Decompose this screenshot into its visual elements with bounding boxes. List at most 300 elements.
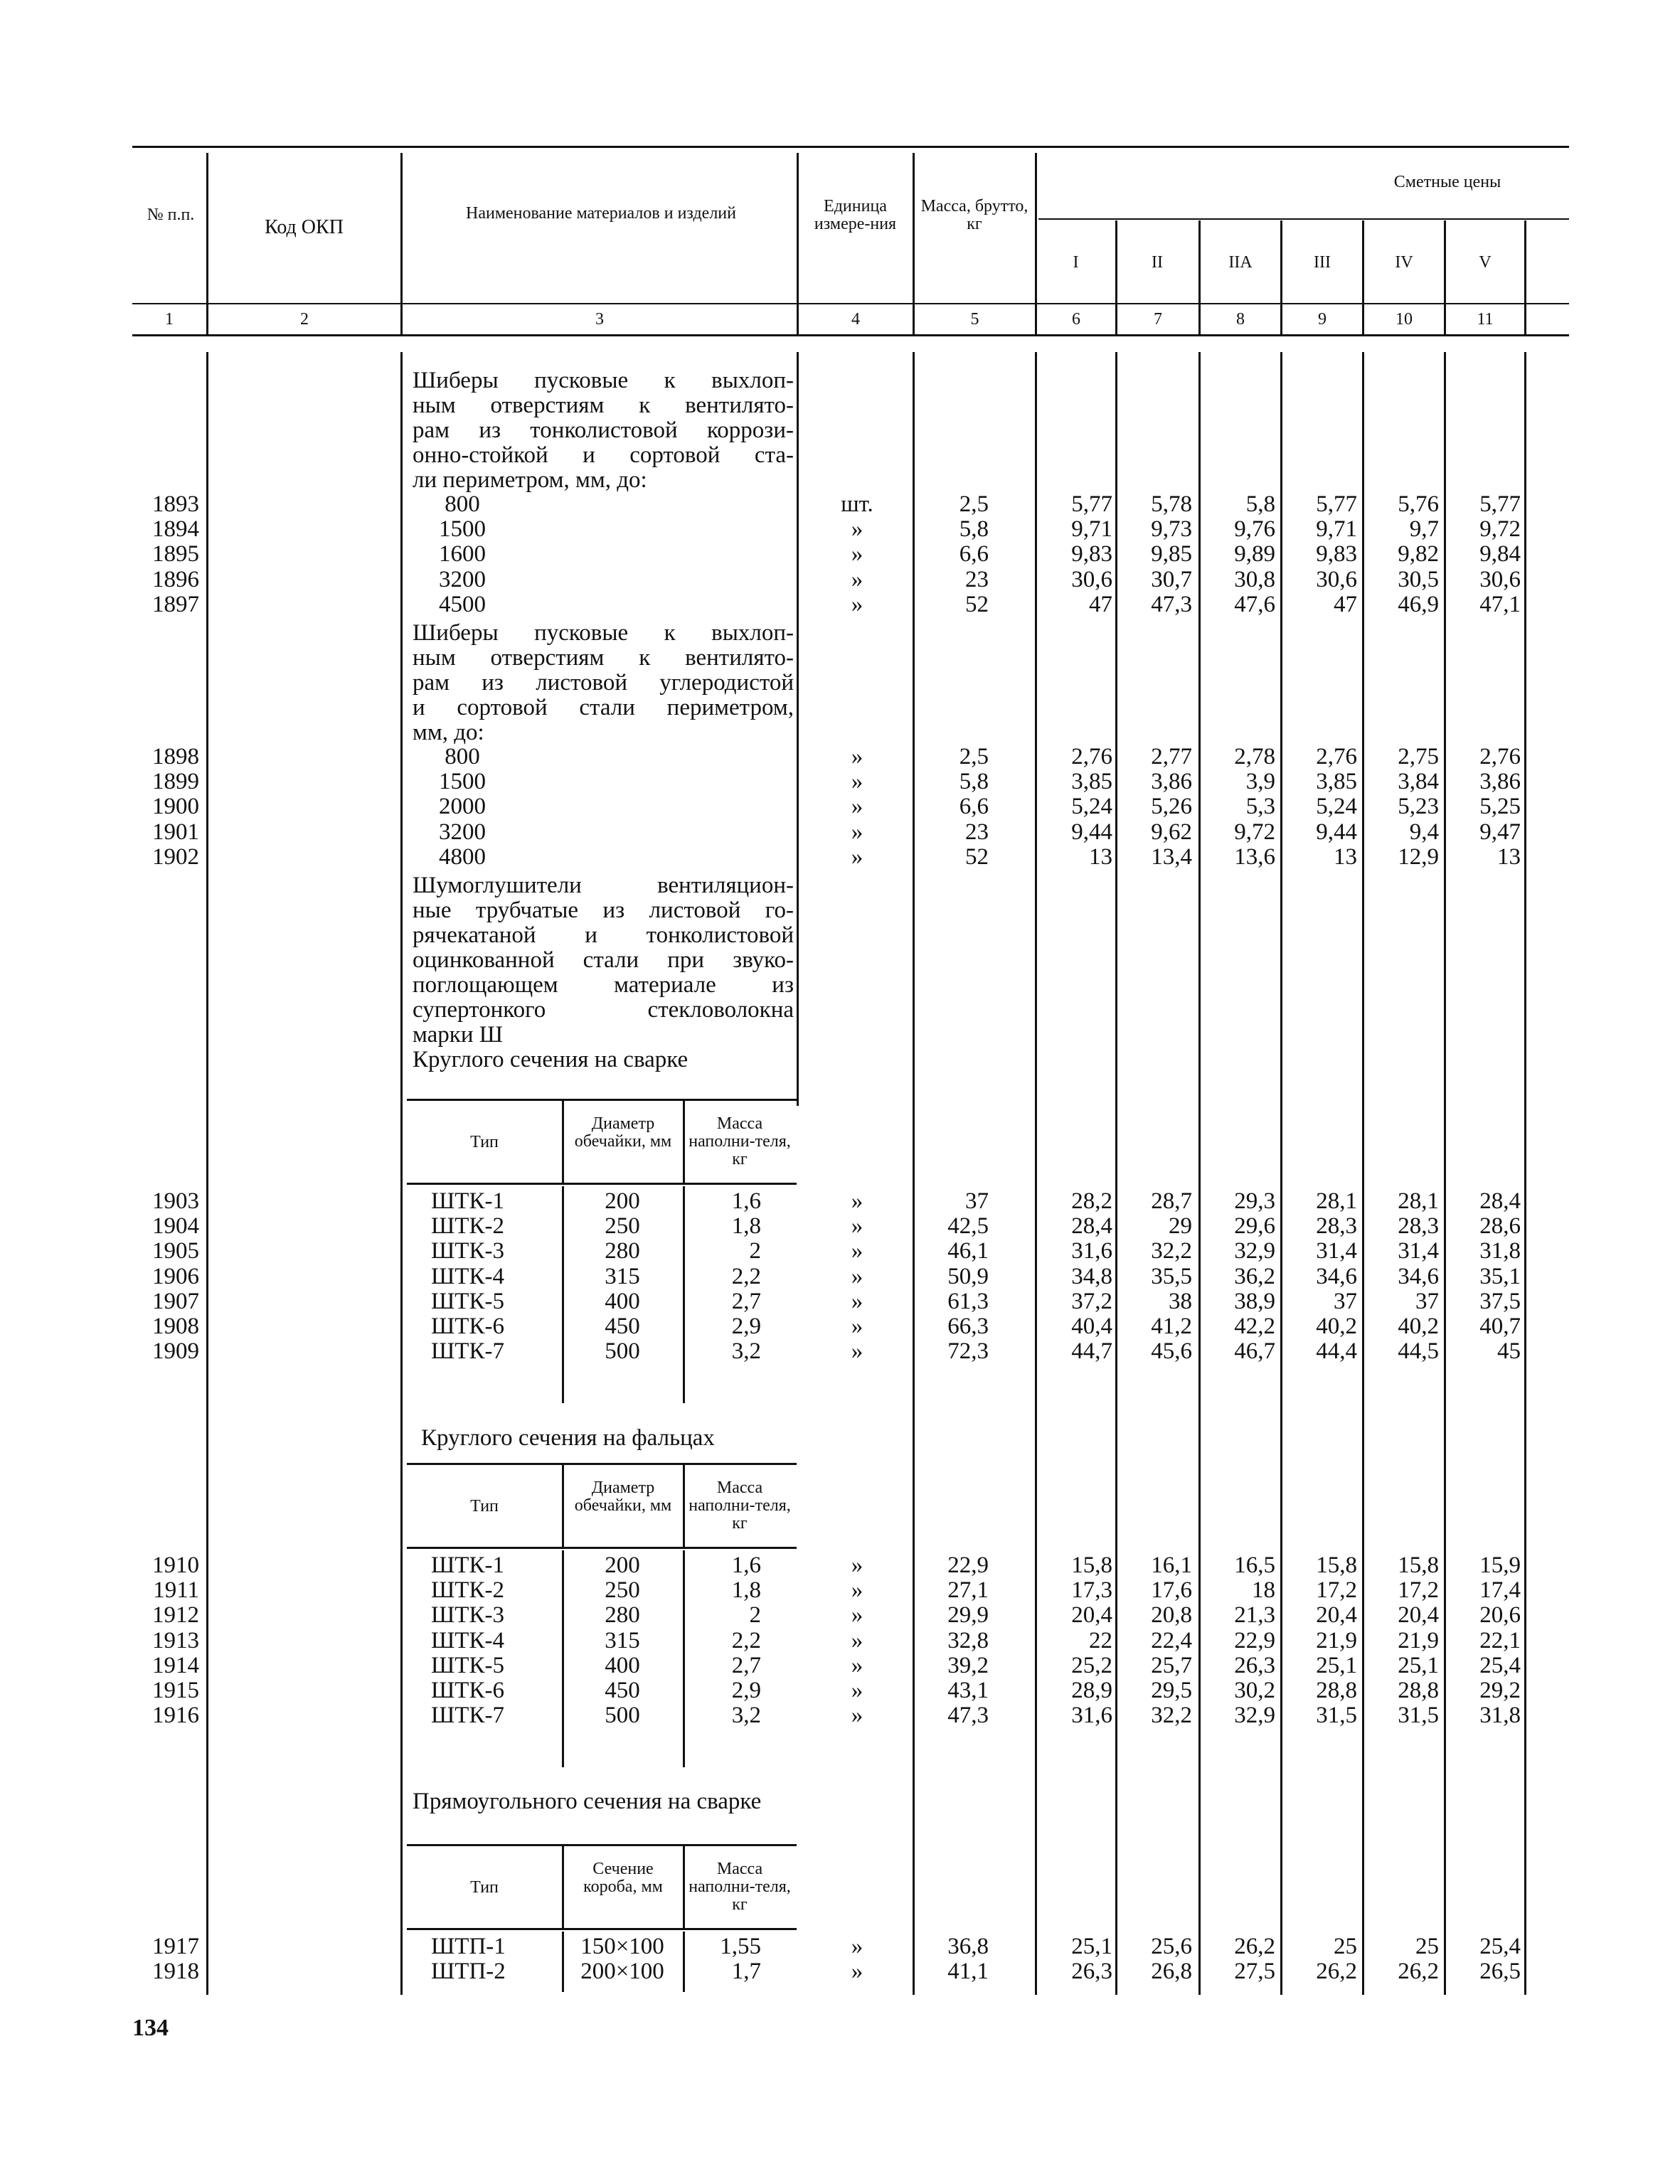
desc-line: мм, до: xyxy=(413,720,484,745)
colnum-4: 4 xyxy=(851,310,860,329)
row-number: 1895 xyxy=(152,541,199,567)
mass-value: 47,3 xyxy=(947,1703,989,1728)
price-zone-3: 9,89 xyxy=(1234,541,1275,567)
mass-value: 5,8 xyxy=(959,516,989,542)
desc-line: Шиберы пусковые к выхлоп- xyxy=(413,368,794,393)
dim-value: 400 xyxy=(605,1653,640,1678)
size-value: 1500 xyxy=(439,516,486,542)
subheader-mass: Масса наполни-теля, кг xyxy=(689,1114,791,1169)
price-zone-1: 17,3 xyxy=(1071,1577,1112,1603)
row-number: 1903 xyxy=(152,1188,199,1214)
body-divider xyxy=(1362,352,1364,1995)
unit-value: » xyxy=(851,1213,863,1239)
body-divider xyxy=(913,352,915,1995)
price-zone-6: 40,7 xyxy=(1479,1314,1521,1339)
unit-value: » xyxy=(851,1577,863,1603)
mass-value: 6,6 xyxy=(959,794,989,819)
unit-value: » xyxy=(851,794,863,819)
fill-value: 2,7 xyxy=(731,1653,761,1678)
unit-value: » xyxy=(851,1289,863,1314)
price-zone-5: 12,9 xyxy=(1398,844,1439,870)
mass-value: 61,3 xyxy=(947,1289,989,1314)
price-zone-3: 13,6 xyxy=(1234,844,1275,870)
price-zone-5: 25 xyxy=(1415,1934,1439,1959)
price-zone-4: 25,1 xyxy=(1316,1653,1357,1678)
subheader-rule xyxy=(407,1928,797,1930)
price-zone-3: 9,76 xyxy=(1234,516,1275,542)
price-zone-3: 42,2 xyxy=(1234,1314,1275,1339)
dim-value: 200 xyxy=(605,1552,640,1578)
price-zone-1: 40,4 xyxy=(1071,1314,1112,1339)
price-zone-6: 45 xyxy=(1497,1338,1521,1364)
mass-value: 46,1 xyxy=(947,1238,989,1264)
price-zone-4: 44,4 xyxy=(1316,1338,1357,1364)
mass-value: 72,3 xyxy=(947,1338,989,1364)
header-col1: № п.п. xyxy=(147,206,195,224)
price-zone-3: 29,3 xyxy=(1234,1188,1275,1214)
price-zone-1: 44,7 xyxy=(1071,1338,1112,1364)
mass-value: 6,6 xyxy=(959,541,989,567)
header-prices: Сметные цены xyxy=(1393,173,1501,191)
row-number: 1912 xyxy=(152,1602,199,1628)
group2-description xyxy=(413,621,794,745)
unit-value: » xyxy=(851,1238,863,1264)
price-zone-5: 9,82 xyxy=(1398,541,1439,567)
colnum-9: 9 xyxy=(1318,310,1327,329)
price-zone-6: 25,4 xyxy=(1479,1653,1521,1678)
price-zone-3: 3,9 xyxy=(1245,769,1275,794)
fill-value: 2,2 xyxy=(731,1628,761,1653)
subsection-title: Круглого сечения на фальцах xyxy=(421,1425,715,1451)
unit-value: » xyxy=(851,516,863,542)
fill-value: 3,2 xyxy=(731,1338,761,1364)
price-zone-3: 26,2 xyxy=(1234,1934,1275,1959)
subheader-divider xyxy=(562,1846,564,1928)
row-number: 1915 xyxy=(152,1678,199,1703)
header-divider xyxy=(1524,220,1526,334)
price-zone-3: 21,3 xyxy=(1234,1602,1275,1628)
price-zone-6: 29,2 xyxy=(1479,1678,1521,1703)
body-divider xyxy=(1280,352,1282,1995)
price-zone-5: 28,8 xyxy=(1398,1678,1439,1703)
price-zone-4: 28,8 xyxy=(1316,1678,1357,1703)
fill-value: 1,8 xyxy=(731,1213,761,1239)
subheader-divider xyxy=(683,1465,685,1547)
desc-line: Шиберы пусковые к выхлоп- xyxy=(413,620,794,646)
price-zone-5: 9,4 xyxy=(1409,819,1439,845)
price-zone-1: 2,76 xyxy=(1071,744,1112,769)
header-top-rule xyxy=(132,146,1569,148)
price-zone-4: 30,6 xyxy=(1316,567,1357,592)
header-col2: Код ОКП xyxy=(265,216,344,238)
price-zone-6: 2,76 xyxy=(1479,744,1521,769)
price-zone-1: 30,6 xyxy=(1071,567,1112,592)
mass-value: 39,2 xyxy=(947,1653,989,1678)
price-zone-5: 46,9 xyxy=(1398,592,1439,617)
price-zone-6: 35,1 xyxy=(1479,1264,1521,1289)
dim-value: 280 xyxy=(605,1602,640,1628)
mass-value: 2,5 xyxy=(959,744,989,769)
row-number: 1907 xyxy=(152,1289,199,1314)
price-zone-5: 31,4 xyxy=(1398,1238,1439,1264)
price-zone-1: 28,2 xyxy=(1071,1188,1112,1214)
price-zone-3: 27,5 xyxy=(1234,1959,1275,1984)
header-divider xyxy=(1035,153,1037,334)
row-number: 1918 xyxy=(152,1959,199,1984)
header-col4: Единица измере-ния xyxy=(814,197,897,234)
price-zone-4: 9,83 xyxy=(1316,541,1357,567)
subheader-type: Тип xyxy=(470,1497,499,1516)
body-divider xyxy=(400,352,403,1995)
colnum-6: 6 xyxy=(1072,310,1080,329)
row-number: 1909 xyxy=(152,1338,199,1364)
dim-value: 250 xyxy=(605,1213,640,1239)
type-value: ШТК-3 xyxy=(431,1602,504,1628)
price-zone-6: 28,4 xyxy=(1479,1188,1521,1214)
unit-value: » xyxy=(851,1314,863,1339)
mass-value: 32,8 xyxy=(947,1628,989,1653)
column-numbers-rule xyxy=(132,334,1569,336)
price-zone-6: 30,6 xyxy=(1479,567,1521,592)
colnum-5: 5 xyxy=(970,310,979,329)
subheader-rule xyxy=(407,1183,797,1185)
row-number: 1913 xyxy=(152,1628,199,1653)
body-divider xyxy=(1035,352,1037,1995)
price-zone-4: 5,77 xyxy=(1316,491,1357,517)
desc-line: рячекатаной и тонколистовой xyxy=(413,922,794,948)
dim-value: 315 xyxy=(605,1264,640,1289)
dim-value: 400 xyxy=(605,1289,640,1314)
price-zone-4: 28,3 xyxy=(1316,1213,1357,1239)
size-value: 1500 xyxy=(439,769,486,794)
dim-value: 280 xyxy=(605,1238,640,1264)
price-zone-5: 30,5 xyxy=(1398,567,1439,592)
header-col5: Масса, брутто, кг xyxy=(920,197,1028,234)
price-zone-5: 37 xyxy=(1415,1289,1439,1314)
mass-value: 50,9 xyxy=(947,1264,989,1289)
price-zone-6: 5,77 xyxy=(1479,491,1521,517)
subtable-divider xyxy=(683,1932,685,1992)
price-zone-5: 28,3 xyxy=(1398,1213,1439,1239)
fill-value: 1,55 xyxy=(720,1934,761,1959)
price-zone-6: 47,1 xyxy=(1479,592,1521,617)
price-zone-4: 2,76 xyxy=(1316,744,1357,769)
subtable-divider xyxy=(562,1932,564,1992)
unit-value: » xyxy=(851,844,863,870)
price-zone-2: 16,1 xyxy=(1151,1552,1192,1578)
price-zone-3: 5,8 xyxy=(1245,491,1275,517)
type-value: ШТК-6 xyxy=(431,1678,504,1703)
row-number: 1916 xyxy=(152,1703,199,1728)
price-zone-1: 28,4 xyxy=(1071,1213,1112,1239)
price-zone-3: 38,9 xyxy=(1234,1289,1275,1314)
desc-line: и сортовой стали периметром, xyxy=(413,695,794,720)
dim-value: 250 xyxy=(605,1577,640,1603)
price-zone-2: 47,3 xyxy=(1151,592,1192,617)
mass-value: 22,9 xyxy=(947,1552,989,1578)
price-zone-1: 15,8 xyxy=(1071,1552,1112,1578)
group1-description xyxy=(413,368,794,493)
mass-value: 23 xyxy=(965,567,989,592)
price-zone-1: 34,8 xyxy=(1071,1264,1112,1289)
price-zone-4: 26,2 xyxy=(1316,1959,1357,1984)
price-zone-5: 5,23 xyxy=(1398,794,1439,819)
zone-IIA: IIA xyxy=(1228,253,1253,272)
fill-value: 2,7 xyxy=(731,1289,761,1314)
row-number: 1902 xyxy=(152,844,199,870)
dim-value: 500 xyxy=(605,1703,640,1728)
price-zone-5: 5,76 xyxy=(1398,491,1439,517)
price-zone-4: 28,1 xyxy=(1316,1188,1357,1214)
row-number: 1908 xyxy=(152,1314,199,1339)
desc-line: рам из тонколистовой коррози- xyxy=(413,417,794,443)
unit-value: » xyxy=(851,567,863,592)
type-value: ШТК-1 xyxy=(431,1552,504,1578)
unit-value: » xyxy=(851,819,863,845)
unit-value: » xyxy=(851,1264,863,1289)
colnum-10: 10 xyxy=(1395,310,1413,329)
price-zone-2: 22,4 xyxy=(1151,1628,1192,1653)
price-zone-2: 3,86 xyxy=(1151,769,1192,794)
price-zone-3: 18 xyxy=(1252,1577,1275,1603)
type-value: ШТК-4 xyxy=(431,1264,504,1289)
unit-value: » xyxy=(851,1703,863,1728)
price-zone-5: 9,7 xyxy=(1409,516,1439,542)
price-zone-2: 30,7 xyxy=(1151,567,1192,592)
header-divider xyxy=(913,153,915,334)
desc-line: онно-стойкой и сортовой ста- xyxy=(413,442,794,468)
subheader-type: Тип xyxy=(470,1133,499,1151)
unit-value: » xyxy=(851,1602,863,1628)
zone-IV: IV xyxy=(1395,253,1413,272)
price-zone-5: 40,2 xyxy=(1398,1314,1439,1339)
price-zone-1: 47 xyxy=(1089,592,1112,617)
colnum-11: 11 xyxy=(1477,310,1494,329)
subtable-divider xyxy=(562,1186,564,1403)
price-zone-2: 20,8 xyxy=(1151,1602,1192,1628)
price-zone-2: 29,5 xyxy=(1151,1678,1192,1703)
price-zone-4: 13 xyxy=(1334,844,1357,870)
price-zone-1: 13 xyxy=(1089,844,1112,870)
price-zone-4: 9,71 xyxy=(1316,516,1357,542)
price-zone-3: 9,72 xyxy=(1234,819,1275,845)
price-zone-1: 22 xyxy=(1089,1628,1112,1653)
subsection-title: Круглого сечения на сварке xyxy=(413,1047,689,1072)
subheader-dim: Сечение короба, мм xyxy=(583,1860,663,1897)
price-zone-5: 15,8 xyxy=(1398,1552,1439,1578)
desc-line: Шумоглушители вентиляцион- xyxy=(413,873,794,898)
type-value: ШТК-4 xyxy=(431,1628,504,1653)
dim-value: 150×100 xyxy=(580,1934,664,1959)
price-zone-2: 5,78 xyxy=(1151,491,1192,517)
mass-value: 42,5 xyxy=(947,1213,989,1239)
price-zone-4: 47 xyxy=(1334,592,1357,617)
subheader-divider xyxy=(562,1465,564,1547)
price-zone-1: 5,24 xyxy=(1071,794,1112,819)
unit-value: » xyxy=(851,1552,863,1578)
price-zone-2: 9,73 xyxy=(1151,516,1192,542)
type-value: ШТК-7 xyxy=(431,1703,504,1728)
subtable-divider xyxy=(683,1550,685,1767)
price-zone-2: 38 xyxy=(1169,1289,1192,1314)
mass-value: 29,9 xyxy=(947,1602,989,1628)
type-value: ШТК-5 xyxy=(431,1653,504,1678)
price-zone-1: 20,4 xyxy=(1071,1602,1112,1628)
subheader-type: Тип xyxy=(470,1878,499,1897)
price-zone-6: 13 xyxy=(1497,844,1521,870)
price-zone-1: 25,2 xyxy=(1071,1653,1112,1678)
row-number: 1893 xyxy=(152,491,199,517)
subheader-divider xyxy=(683,1101,685,1183)
price-zone-5: 44,5 xyxy=(1398,1338,1439,1364)
price-zone-4: 5,24 xyxy=(1316,794,1357,819)
price-zone-6: 9,47 xyxy=(1479,819,1521,845)
price-zone-3: 2,78 xyxy=(1234,744,1275,769)
price-zone-6: 26,5 xyxy=(1479,1959,1521,1984)
type-value: ШТК-7 xyxy=(431,1338,504,1364)
price-zone-2: 29 xyxy=(1169,1213,1192,1239)
body-divider xyxy=(797,352,799,1106)
price-zone-2: 26,8 xyxy=(1151,1959,1192,1984)
price-zone-1: 5,77 xyxy=(1071,491,1112,517)
type-value: ШТК-1 xyxy=(431,1188,504,1214)
fill-value: 2,9 xyxy=(731,1314,761,1339)
unit-value: » xyxy=(851,1653,863,1678)
fill-value: 1,6 xyxy=(731,1552,761,1578)
price-zone-2: 9,85 xyxy=(1151,541,1192,567)
price-zone-4: 37 xyxy=(1334,1289,1357,1314)
price-zone-6: 25,4 xyxy=(1479,1934,1521,1959)
size-value: 800 xyxy=(445,491,480,517)
price-zone-5: 20,4 xyxy=(1398,1602,1439,1628)
mass-value: 27,1 xyxy=(947,1577,989,1603)
row-number: 1897 xyxy=(152,592,199,617)
body-divider xyxy=(1115,352,1117,1995)
colnum-7: 7 xyxy=(1154,310,1162,329)
desc-line: ным отверстиям к вентилято- xyxy=(413,645,794,671)
price-zone-4: 31,5 xyxy=(1316,1703,1357,1728)
row-number: 1905 xyxy=(152,1238,199,1264)
fill-value: 2 xyxy=(749,1238,761,1264)
colnum-1: 1 xyxy=(165,310,174,329)
dim-value: 200×100 xyxy=(580,1959,664,1984)
type-value: ШТК-2 xyxy=(431,1213,504,1239)
row-number: 1900 xyxy=(152,794,199,819)
price-zone-4: 25 xyxy=(1334,1934,1357,1959)
subsection-title: Прямоугольного сечения на сварке xyxy=(413,1789,762,1814)
subtable-divider xyxy=(683,1186,685,1403)
price-zone-2: 28,7 xyxy=(1151,1188,1192,1214)
price-zone-1: 25,1 xyxy=(1071,1934,1112,1959)
price-zone-1: 31,6 xyxy=(1071,1238,1112,1264)
row-number: 1911 xyxy=(153,1577,199,1603)
group3-description xyxy=(413,873,794,1072)
unit-value: » xyxy=(851,1188,863,1214)
mass-value: 66,3 xyxy=(947,1314,989,1339)
header-divider xyxy=(400,153,403,334)
mass-value: 5,8 xyxy=(959,769,989,794)
type-value: ШТК-2 xyxy=(431,1577,504,1603)
page-number: 134 xyxy=(132,2015,169,2041)
subheader-rule xyxy=(407,1463,797,1465)
fill-value: 2,2 xyxy=(731,1264,761,1289)
row-number: 1899 xyxy=(152,769,199,794)
unit-value: » xyxy=(851,1678,863,1703)
price-zone-2: 2,77 xyxy=(1151,744,1192,769)
size-value: 4500 xyxy=(439,592,486,617)
price-zone-3: 29,6 xyxy=(1234,1213,1275,1239)
price-zone-6: 5,25 xyxy=(1479,794,1521,819)
type-value: ШТК-5 xyxy=(431,1289,504,1314)
colnum-3: 3 xyxy=(595,310,604,329)
price-zone-5: 2,75 xyxy=(1398,744,1439,769)
type-value: ШТК-6 xyxy=(431,1314,504,1339)
fill-value: 1,8 xyxy=(731,1577,761,1603)
price-zone-4: 17,2 xyxy=(1316,1577,1357,1603)
subsection-title-block xyxy=(413,1789,794,1839)
price-zone-1: 9,83 xyxy=(1071,541,1112,567)
header-divider xyxy=(206,153,208,334)
desc-line: ли периметром, мм, до: xyxy=(413,467,647,493)
price-zone-5: 21,9 xyxy=(1398,1628,1439,1653)
dim-value: 315 xyxy=(605,1628,640,1653)
price-zone-1: 26,3 xyxy=(1071,1959,1112,1984)
unit-value: шт. xyxy=(841,491,873,517)
type-value: ШТК-3 xyxy=(431,1238,504,1264)
unit-value: » xyxy=(851,1338,863,1364)
zone-III: III xyxy=(1314,253,1331,272)
price-zone-1: 9,44 xyxy=(1071,819,1112,845)
mass-value: 41,1 xyxy=(947,1959,989,1984)
price-zone-2: 32,2 xyxy=(1151,1238,1192,1264)
price-zone-2: 32,2 xyxy=(1151,1703,1192,1728)
price-zone-2: 25,6 xyxy=(1151,1934,1192,1959)
type-value: ШТП-2 xyxy=(431,1959,506,1984)
unit-value: » xyxy=(851,541,863,567)
subheader-mass: Масса наполни-теля, кг xyxy=(689,1479,791,1533)
row-number: 1894 xyxy=(152,516,199,542)
price-zone-5: 31,5 xyxy=(1398,1703,1439,1728)
price-zone-5: 25,1 xyxy=(1398,1653,1439,1678)
price-zone-6: 37,5 xyxy=(1479,1289,1521,1314)
subheader-rule xyxy=(407,1099,797,1101)
price-zone-4: 20,4 xyxy=(1316,1602,1357,1628)
mass-value: 37 xyxy=(965,1188,989,1214)
price-zone-4: 3,85 xyxy=(1316,769,1357,794)
dim-value: 200 xyxy=(605,1188,640,1214)
desc-line: супертонкого стекловолокна xyxy=(413,997,794,1023)
unit-value: » xyxy=(851,1959,863,1984)
subheader-dim: Диаметр обечайки, мм xyxy=(574,1114,672,1151)
price-zone-2: 9,62 xyxy=(1151,819,1192,845)
fill-value: 1,6 xyxy=(731,1188,761,1214)
row-number: 1917 xyxy=(152,1934,199,1959)
price-zone-3: 47,6 xyxy=(1234,592,1275,617)
price-zone-3: 36,2 xyxy=(1234,1264,1275,1289)
subheader-divider xyxy=(683,1846,685,1928)
body-divider xyxy=(1524,352,1526,1995)
size-value: 1600 xyxy=(439,541,486,567)
zone-V: V xyxy=(1479,253,1492,272)
body-divider xyxy=(1198,352,1201,1995)
price-zone-4: 15,8 xyxy=(1316,1552,1357,1578)
unit-value: » xyxy=(851,744,863,769)
unit-value: » xyxy=(851,592,863,617)
dim-value: 450 xyxy=(605,1678,640,1703)
desc-line: ные трубчатые из листовой го- xyxy=(413,897,794,923)
price-zone-2: 35,5 xyxy=(1151,1264,1192,1289)
price-zone-6: 3,86 xyxy=(1479,769,1521,794)
